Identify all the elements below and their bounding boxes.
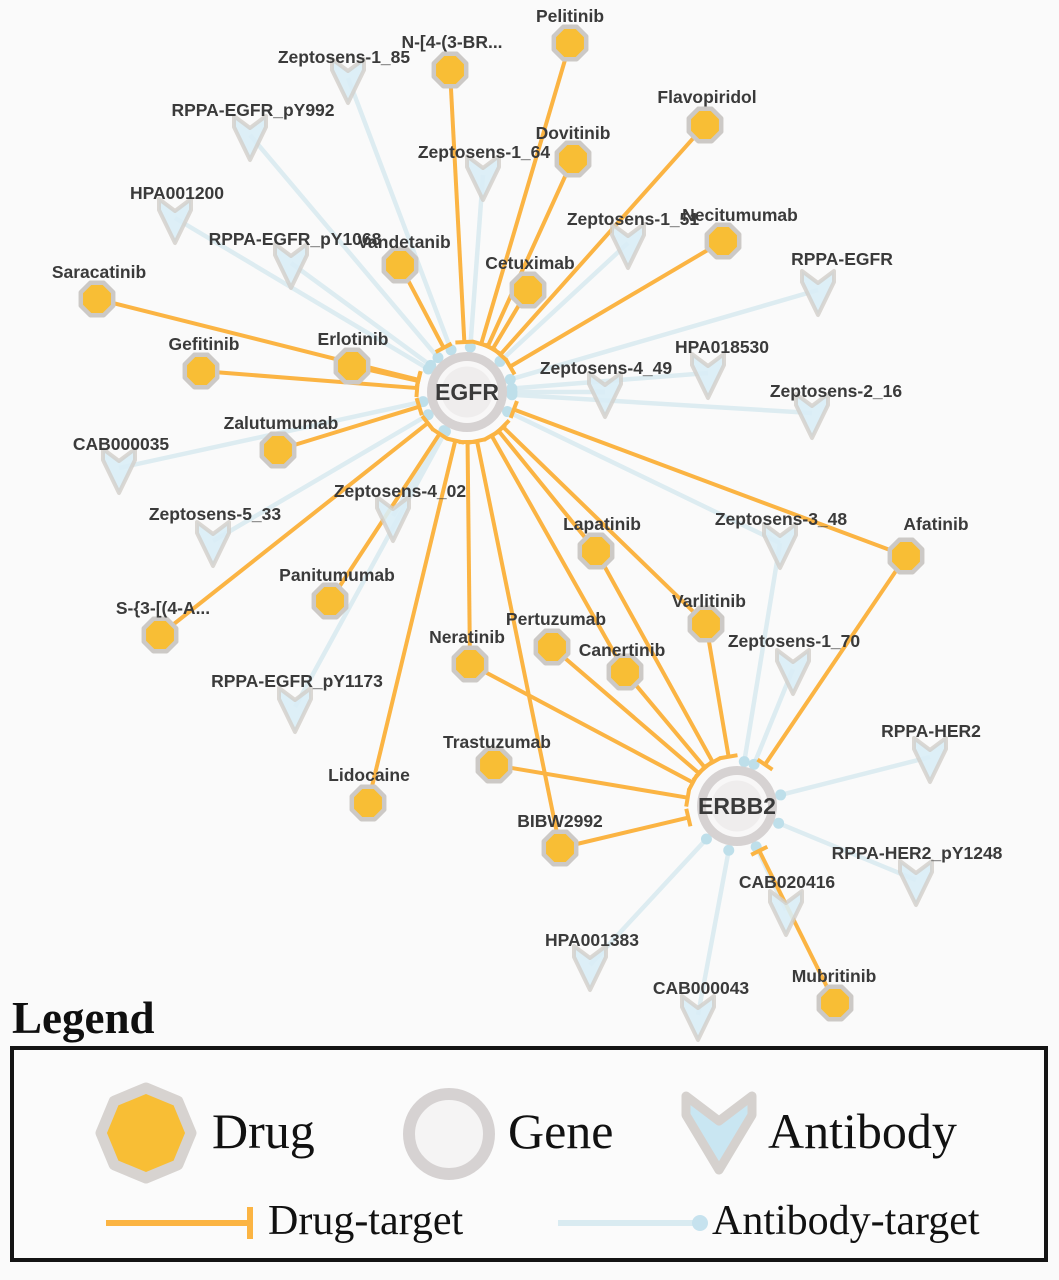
edge-endpoint-dot [506,389,517,400]
legend-label-drug: Drug [212,1103,315,1159]
node-label-s-3-4-a: S-{3-[(4-A... [115,598,211,618]
node-label-rppa-egfr-py1173: RPPA-EGFR_pY1173 [211,671,383,691]
drug-node-afatinib[interactable] [890,540,922,572]
node-label-zeptosens-4-02: Zeptosens-4_02 [333,481,467,501]
node-label-neratinib: Neratinib [429,627,505,647]
edge-endpoint-dot [773,818,784,829]
drug-target-edge-n-4-3-br-egfr [450,70,464,342]
antibody-node-zeptosens-1-51[interactable] [612,224,644,268]
node-label-zalutumumab: Zalutumumab [223,413,339,433]
drug-node-dovitinib[interactable] [557,143,589,175]
drug-node-bibw2992[interactable] [544,832,576,864]
drug-node-cetuximab[interactable] [512,274,544,306]
node-label-lidocaine: Lidocaine [328,765,410,785]
legend-label-drug-target: Drug-target [268,1198,464,1244]
drug-node-s-3-4-a[interactable] [144,619,176,651]
antibody-target-edge-zeptosens-3-48-erbb2 [744,543,780,762]
antibody-node-zeptosens-1-70[interactable] [777,650,809,694]
node-label-n-4-3-br: N-[4-(3-BR... [401,32,503,52]
legend-label-antibody-target: Antibody-target [712,1198,980,1244]
node-label-pelitinib: Pelitinib [535,6,605,26]
node-label-flavopiridol: Flavopiridol [657,87,757,107]
node-label-erlotinib: Erlotinib [317,329,389,349]
node-label-gefitinib: Gefitinib [168,334,240,354]
edge-endpoint-tee [686,789,689,807]
antibody-node-zeptosens-5-33[interactable] [197,522,229,566]
node-label-cab020416: CAB020416 [738,872,836,892]
node-label-necitumumab: Necitumumab [682,205,798,225]
antibody-node-hpa018530[interactable] [692,354,724,398]
antibody-node-rppa-her2[interactable] [914,738,946,782]
edge-endpoint-tee [720,755,738,758]
gene-label: ERBB2 [698,793,776,819]
drug-target-line-icon [100,1203,265,1243]
node-label-zeptosens-1-51: Zeptosens-1_51 [566,209,700,229]
node-label-afatinib: Afatinib [903,514,969,534]
drug-node-lapatinib[interactable] [580,535,612,567]
drug-node-necitumumab[interactable] [707,225,739,257]
drug-node-vandetanib[interactable] [384,249,416,281]
drug-node-trastuzumab[interactable] [478,749,510,781]
drug-target-edge-afatinib-egfr [514,409,906,556]
antibody-target-edge-zeptosens-2-16-egfr [512,395,812,413]
node-label-lapatinib: Lapatinib [563,514,641,534]
antibody-target-line-icon [552,1203,717,1243]
drug-node-pelitinib[interactable] [554,27,586,59]
drug-octagon-icon [95,1082,197,1184]
drug-target-edge-varlitinib-erbb2 [706,624,729,757]
node-label-varlitinib: Varlitinib [672,591,746,611]
node-label-rppa-her2: RPPA-HER2 [881,721,981,741]
antibody-node-rppa-egfr[interactable] [802,271,834,315]
antibody-node-rppa-egfr-py992[interactable] [234,116,266,160]
node-label-cetuximab: Cetuximab [485,253,575,273]
node-label-rppa-egfr-py1068: RPPA-EGFR_pY1068 [208,229,382,249]
node-label-vandetanib: Vandetanib [357,232,451,252]
drug-node-zalutumumab[interactable] [262,434,294,466]
edge-endpoint-dot [723,845,734,856]
node-label-canertinib: Canertinib [578,640,666,660]
antibody-node-zeptosens-1-64[interactable] [467,156,499,200]
drug-node-canertinib[interactable] [609,656,641,688]
edge-endpoint-tee [447,439,464,443]
edge-endpoint-dot [739,756,750,767]
node-label-zeptosens-1-64: Zeptosens-1_64 [417,142,551,162]
edge-endpoint-tee [416,372,420,390]
edge-endpoint-dot [775,789,786,800]
node-label-mubritinib: Mubritinib [791,966,877,986]
node-label-hpa001200: HPA001200 [129,183,225,203]
edge-endpoint-tee [468,439,486,443]
drug-node-mubritinib[interactable] [819,987,851,1019]
node-label-zeptosens-2-16: Zeptosens-2_16 [769,381,903,401]
antibody-node-rppa-her2-py1248[interactable] [900,861,932,905]
drug-node-pertuzumab[interactable] [536,631,568,663]
antibody-target-edge-zeptosens-1-64-egfr [470,175,483,347]
node-label-zeptosens-4-49: Zeptosens-4_49 [539,358,673,378]
antibody-node-zeptosens-3-48[interactable] [764,524,796,568]
drug-node-n-4-3-br[interactable] [434,54,466,86]
node-label-pertuzumab: Pertuzumab [505,609,607,629]
antibody-chevron-icon [676,1082,762,1178]
node-label-zeptosens-1-70: Zeptosens-1_70 [727,631,861,651]
legend-label-gene: Gene [508,1103,614,1159]
drug-node-gefitinib[interactable] [185,355,217,387]
node-label-cab000035: CAB000035 [72,434,170,454]
node-label-zeptosens-1-85: Zeptosens-1_85 [277,47,411,67]
drug-node-varlitinib[interactable] [690,608,722,640]
antibody-node-hpa001383[interactable] [574,946,606,990]
drug-node-erlotinib[interactable] [336,350,368,382]
node-label-zeptosens-5-33: Zeptosens-5_33 [148,504,282,524]
antibody-target-edge-rppa-her2-erbb2 [781,757,930,795]
node-label-zeptosens-3-48: Zeptosens-3_48 [714,509,848,529]
legend-label-antibody: Antibody [768,1103,957,1159]
drug-node-neratinib[interactable] [454,648,486,680]
node-label-saracatinib: Saracatinib [51,262,147,282]
node-label-panitumumab: Panitumumab [279,565,395,585]
antibody-node-cab000035[interactable] [103,449,135,493]
antibody-node-cab000043[interactable] [682,996,714,1040]
node-label-hpa018530: HPA018530 [674,337,770,357]
drug-target-edge-trastuzumab-erbb2 [494,765,688,798]
drug-node-lidocaine[interactable] [352,787,384,819]
drug-node-panitumumab[interactable] [314,585,346,617]
node-label-bibw2992: BIBW2992 [517,811,603,831]
edge-endpoint-tee [686,809,690,827]
antibody-node-hpa001200[interactable] [159,199,191,243]
drug-node-flavopiridol[interactable] [689,109,721,141]
node-label-rppa-egfr-py992: RPPA-EGFR_pY992 [171,100,335,120]
node-label-rppa-her2-py1248: RPPA-HER2_pY1248 [831,843,1003,863]
node-label-hpa001383: HPA001383 [544,930,640,950]
legend-title: Legend [12,993,155,1043]
gene-label: EGFR [435,379,499,405]
node-label-dovitinib: Dovitinib [535,123,611,143]
node-label-cab000043: CAB000043 [652,978,750,998]
antibody-node-rppa-egfr-py1173[interactable] [279,688,311,732]
gene-circle-icon [402,1087,496,1181]
drug-node-saracatinib[interactable] [81,283,113,315]
node-label-trastuzumab: Trastuzumab [443,732,551,752]
node-label-rppa-egfr: RPPA-EGFR [791,249,893,269]
edge-endpoint-tee [455,342,473,343]
